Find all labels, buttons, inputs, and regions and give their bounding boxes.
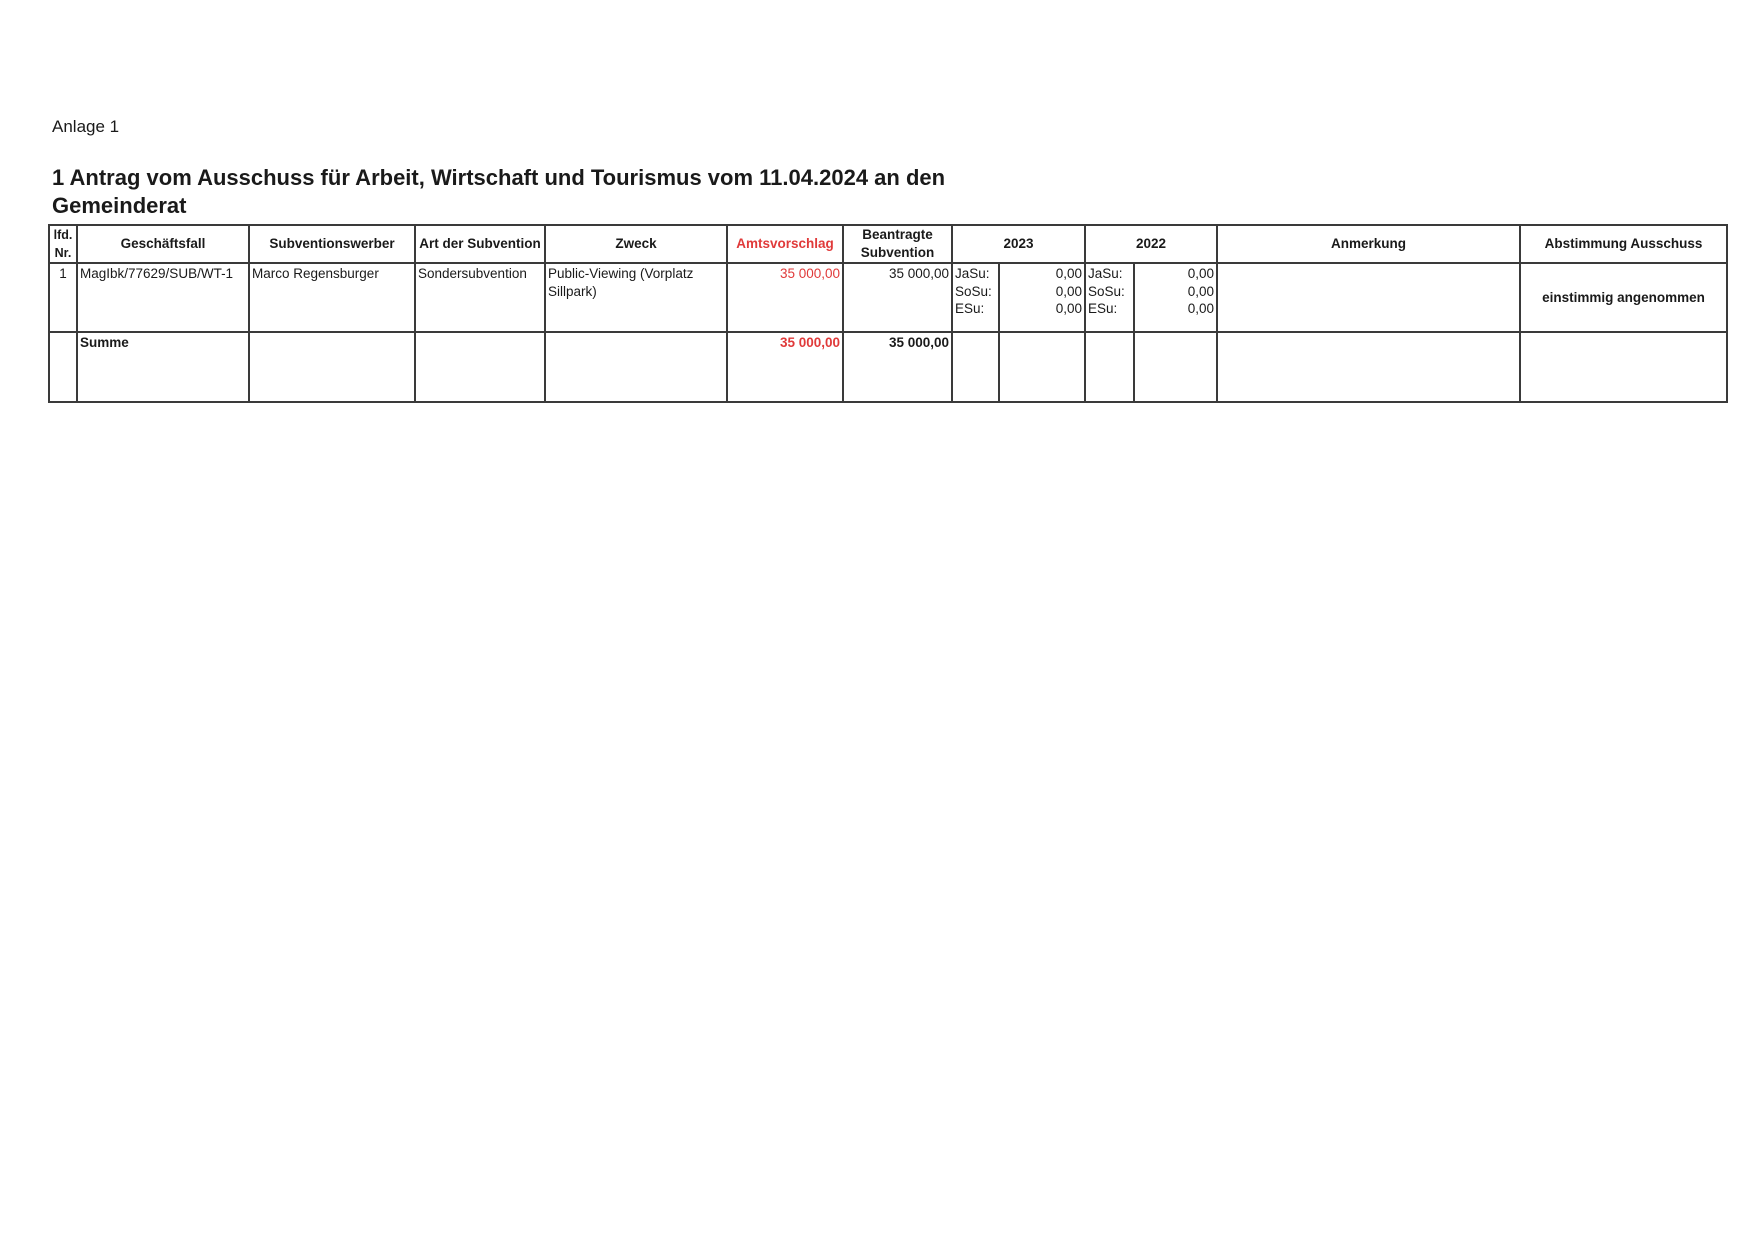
row-2022-values: 0,00 0,00 0,00 — [1134, 263, 1217, 332]
header-year-2022: 2022 — [1085, 225, 1217, 263]
sum-lfd-nr-empty — [49, 332, 77, 402]
header-year-2023: 2023 — [952, 225, 1085, 263]
header-lfd-nr: lfd. Nr. — [49, 225, 77, 263]
sum-empty-cell — [1134, 332, 1217, 402]
row-art: Sondersubvention — [415, 263, 545, 332]
header-anmerkung: Anmerkung — [1217, 225, 1520, 263]
document-title: 1 Antrag vom Ausschuss für Arbeit, Wirtschaft und Tourismus vom 11.04.2024 an den Gemeinderat — [52, 165, 946, 218]
header-beantragte: Beantragte Subvention — [843, 225, 952, 263]
sum-empty-cell — [1217, 332, 1520, 402]
sum-empty-cell — [952, 332, 999, 402]
header-subventionswerber: Subventionswerber — [249, 225, 415, 263]
row-beantragte: 35 000,00 — [843, 263, 952, 332]
row-2023-values: 0,00 0,00 0,00 — [999, 263, 1085, 332]
header-zweck: Zweck — [545, 225, 727, 263]
sum-row — [49, 332, 1727, 402]
sum-empty-cell — [999, 332, 1085, 402]
sum-amtsvorschlag: 35 000,00 — [727, 332, 843, 402]
row-2022-labels: JaSu: SoSu: ESu: — [1085, 263, 1134, 332]
header-art: Art der Subvention — [415, 225, 545, 263]
attachment-label: Anlage 1 — [52, 117, 120, 136]
row-amtsvorschlag: 35 000,00 — [727, 263, 843, 332]
row-zweck: Public-Viewing (Vorplatz Sillpark) — [545, 263, 727, 332]
sum-label: Summe — [77, 332, 249, 402]
sum-beantragte: 35 000,00 — [843, 332, 952, 402]
row-subventionswerber: Marco Regensburger — [249, 263, 415, 332]
table-row — [49, 263, 1727, 332]
sum-empty-cell — [415, 332, 545, 402]
header-abstimmung: Abstimmung Ausschuss — [1520, 225, 1727, 263]
row-abstimmung: einstimmig angenommen — [1520, 263, 1727, 332]
row-geschaeftsfall: MagIbk/77629/SUB/WT-1 — [77, 263, 249, 332]
row-anmerkung — [1217, 263, 1520, 332]
header-amtsvorschlag: Amtsvorschlag — [727, 225, 843, 263]
header-row — [49, 225, 1727, 263]
sum-empty-cell — [1520, 332, 1727, 402]
subsidy-table — [48, 224, 1728, 403]
sum-empty-cell — [249, 332, 415, 402]
header-geschaeftsfall: Geschäftsfall — [77, 225, 249, 263]
row-2023-labels: JaSu: SoSu: ESu: — [952, 263, 999, 332]
sum-empty-cell — [545, 332, 727, 402]
sum-empty-cell — [1085, 332, 1134, 402]
row-lfd-nr: 1 — [49, 263, 77, 332]
